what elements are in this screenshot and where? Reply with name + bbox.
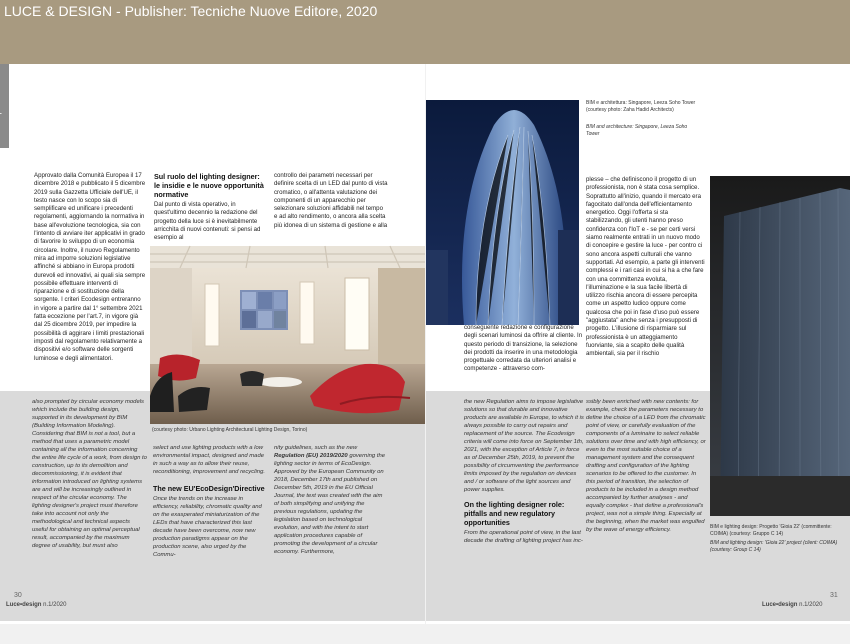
right-footer-brand: Luce•design [762, 602, 798, 608]
section-tab [0, 64, 9, 148]
left-english-column-2-text-b: Once the trends on the increase in efficiency, reliability, chromatic quality and on the exasperated miniaturization of the LEDs that have characterized this last decade have been overcome, now new production paradigms appear on the production scene, also urged by the Commu- [153, 496, 262, 558]
right-english-column-1-text-a: the new Regulation aims to impose legislative solutions so that durable and innovative products are available in Europe, to which it is always possible to carry out repairs and replacement of the source. The Ecodesign criteria will come into force on September 1th, 2021, with the exception of Article 7, in force as of December 25th, 2019, to prevent the possibility of circumventing the performance limits imposed by the regulation on devices and / or software of the light sources and power supplies. [464, 399, 584, 493]
tower-caption-english: BIM and architecture: Singapore, Leeza Soho Tower [586, 124, 688, 137]
left-footer [6, 602, 66, 608]
ecodesign-directive-heading: The new EU'EcoDesign'Directive [153, 484, 265, 493]
left-english-column-1: also prompted by circular economy models which include the building design, supported in its development by BIM (Building Information Modeling). Considering that BIM is not a tool, but a method that uses a parametric model containing all the information concerning the entire life cycle of a work, from design to construction, up to its demolition and decommissioning, it is evident that information introduced on lighting systems are and will be increasingly outlined in respect of the circular economy. The lighting designer's project must therefore take into account not only the methodological and technical aspects useful for obtaining an optimal perceptual result, accompanied by the maximum degree of usability, but must also [32, 399, 147, 549]
left-italian-column-2: Dal punto di vista operativo, in quest'ultimo decennio la redazione del progetto della luce si è inevitabilmente arricchita di nuovi contenuti: si pensi ad esempio al [154, 201, 261, 242]
right-english-column-2: ssibly been enriched with new contents: for example, check the parameters necessary to define the choice of a LED from the chromatic point of view, or carefully evaluation of the components of a luminaire to select reliable solutions over time and with high efficiency, or even to the most suitable choice of a management system and the consequent drafting and configuration of the lighting scenarios to be offered to the customer. In this period of transition, the selection of products to be included in a design method accompanied by further analyses - and equally complex - that define a professional's project, was not a simple thing. Especially at the beginning, when the market was engulfed by the wave of energy efficiency. [586, 399, 706, 533]
publication-title: LUCE & DESIGN - Publisher: Tecniche Nuove Editore, 2020 [4, 3, 378, 19]
right-italian-column-2: plesse – che definiscono il progetto di un professionista, non è stata cosa semplice. Soprattutto all'inizio, quando il mercato era fagocitato dall'onda dell'efficientamento energetico. Oggi l'offerta si sta stabilizzando, gli utenti hanno preso confidenza con l'IoT e - se per certi versi siamo realmente entrati in un nuovo modo di concepire e gestire la luce - per contro ci sono ancora aspetti culturali che vanno supportati. Ad esempio, a parte gli interventi complessi e i rari casi in cui si ha a che fare con una committenza evoluta, l'illuminazione e la sua facile libertà di utilizzo rischia ancora di essere percepita come un aspetto ludico oppure come qualcosa che poi in fase d'uso può essere "aggiustata" anche senza i presupposti di progetto. L'illusione di risparmiare sul professionista è un atteggiamento fuorviante, sia a scapito delle qualità ambientali, sia per il rischio [586, 176, 705, 358]
interior-photo [150, 246, 425, 424]
left-english-column-2 [153, 444, 267, 559]
right-english-column-1 [464, 398, 584, 545]
tower-photo [426, 100, 579, 325]
left-english-column-3-text-a: nity guidelines, such as the new [274, 445, 358, 451]
left-page [0, 64, 425, 624]
building-photo [710, 176, 850, 516]
left-italian-column-3: controllo dei parametri necessari per definire scelta di un LED dal punto di vista cromatico, o all'attenta valutazione dei componenti di un apparecchio per selezionare soluzioni affidabili nel tempo e ad alto rendimento, o ancora alla scelta più idonea di un sistema di gestione e alla [274, 172, 388, 229]
left-english-column-3 [274, 444, 388, 556]
right-italian-column-1: conseguente redazione e configurazione degli scenari luminosi da offrire al cliente. In questo periodo di transizione, la selezione dei prodotti da inserire in una metodologia progettuale corredata da ulteriori analisi e competenze - attraverso com- [464, 324, 583, 373]
left-page-number: 30 [14, 592, 22, 599]
left-footer-issue: n.1/2020 [43, 602, 67, 608]
regulation-reference: Regulation (EU) 2019/2020 [274, 453, 348, 459]
right-page-number: 31 [830, 592, 838, 599]
building-caption-italian: BIM e lighting design: Progetto 'Gioia 22' (committente: COIMA) (courtesy: Gruppo C 14) [710, 524, 832, 537]
left-photo-credit: (courtesy photo: Urbano Lighting Architectural Lighting Design, Torino) [152, 427, 308, 433]
left-english-column-2-text-a: select and use lighting products with a low environmental impact, designed and made in such a way as to allow their reuse, reconditioning, improvement and recycling. [153, 445, 265, 475]
tower-caption-italian: BIM e architettura: Singapore, Leeza Soho Tower (courtesy photo: Zaha Hadid Architects) [586, 100, 696, 113]
right-english-column-1-text-b: From the operational point of view, in the last decade the drafting of lighting project has inc- [464, 530, 583, 544]
left-italian-column-1: Approvato dalla Comunità Europea il 17 dicembre 2018 e pubblicato il 5 dicembre 2019 sulla Gazzetta Ufficiale dell'UE, il testo nasce con lo scopo sia di semplificare ed unificare i precedenti regolamenti, aggiornando la normativa in base all'evoluzione tecnologica, sia con l'intento di avviare iter applicativi in grado di favorire lo sviluppo di un economia circolare. Inoltre, il nuovo Regolamento mira ad imporre soluzioni legislative affinché si abbiano in Europa prodotti durevoli ed innovativi, ai quali sia sempre possibile effettuare interventi di riparazione e di sostituzione della sorgente. I criteri Ecodesign entreranno in vigore a partire dal 1° settembre 2021 fatta eccezione per l'art.7, in vigore già dal 25 dicembre 2019, per impedire la possibilità di aggirare i limiti prestazionali imposti dal regolamento relativamente a dispositivi e/o software delle sorgenti luminose e degli alimentatori. [34, 172, 146, 362]
lighting-designer-role-heading: On the lighting designer role: pitfalls and new regulatory opportunities [464, 500, 565, 527]
left-english-column-3-text-b: governing the lighting sector in terms of EcoDesign. Approved by the European Community on 2018, December 17th and published on December 5th, 2019 in the EU Official Journal, the text was created with the aim of both simplifying and unifying the previous regulations, updating the legislation based on technological evolution, and with the intent to start application procedures capable of promoting the development of a circular economy. Furthermore, [274, 453, 386, 555]
header-bar [0, 0, 850, 64]
magazine-spread [0, 64, 850, 644]
right-footer-issue: n.1/2020 [799, 602, 823, 608]
section-tab-label [0, 89, 2, 120]
right-page [426, 64, 850, 624]
left-footer-brand: Luce•design [6, 602, 42, 608]
left-column-2-heading: Sul ruolo del lighting designer: le insidie e le nuove opportunità normative [154, 172, 264, 199]
building-caption-english: BIM and lighting design: 'Gioia 22' project (client: COIMA) (courtesy: Group C 14) [710, 540, 838, 553]
right-footer [762, 602, 822, 608]
